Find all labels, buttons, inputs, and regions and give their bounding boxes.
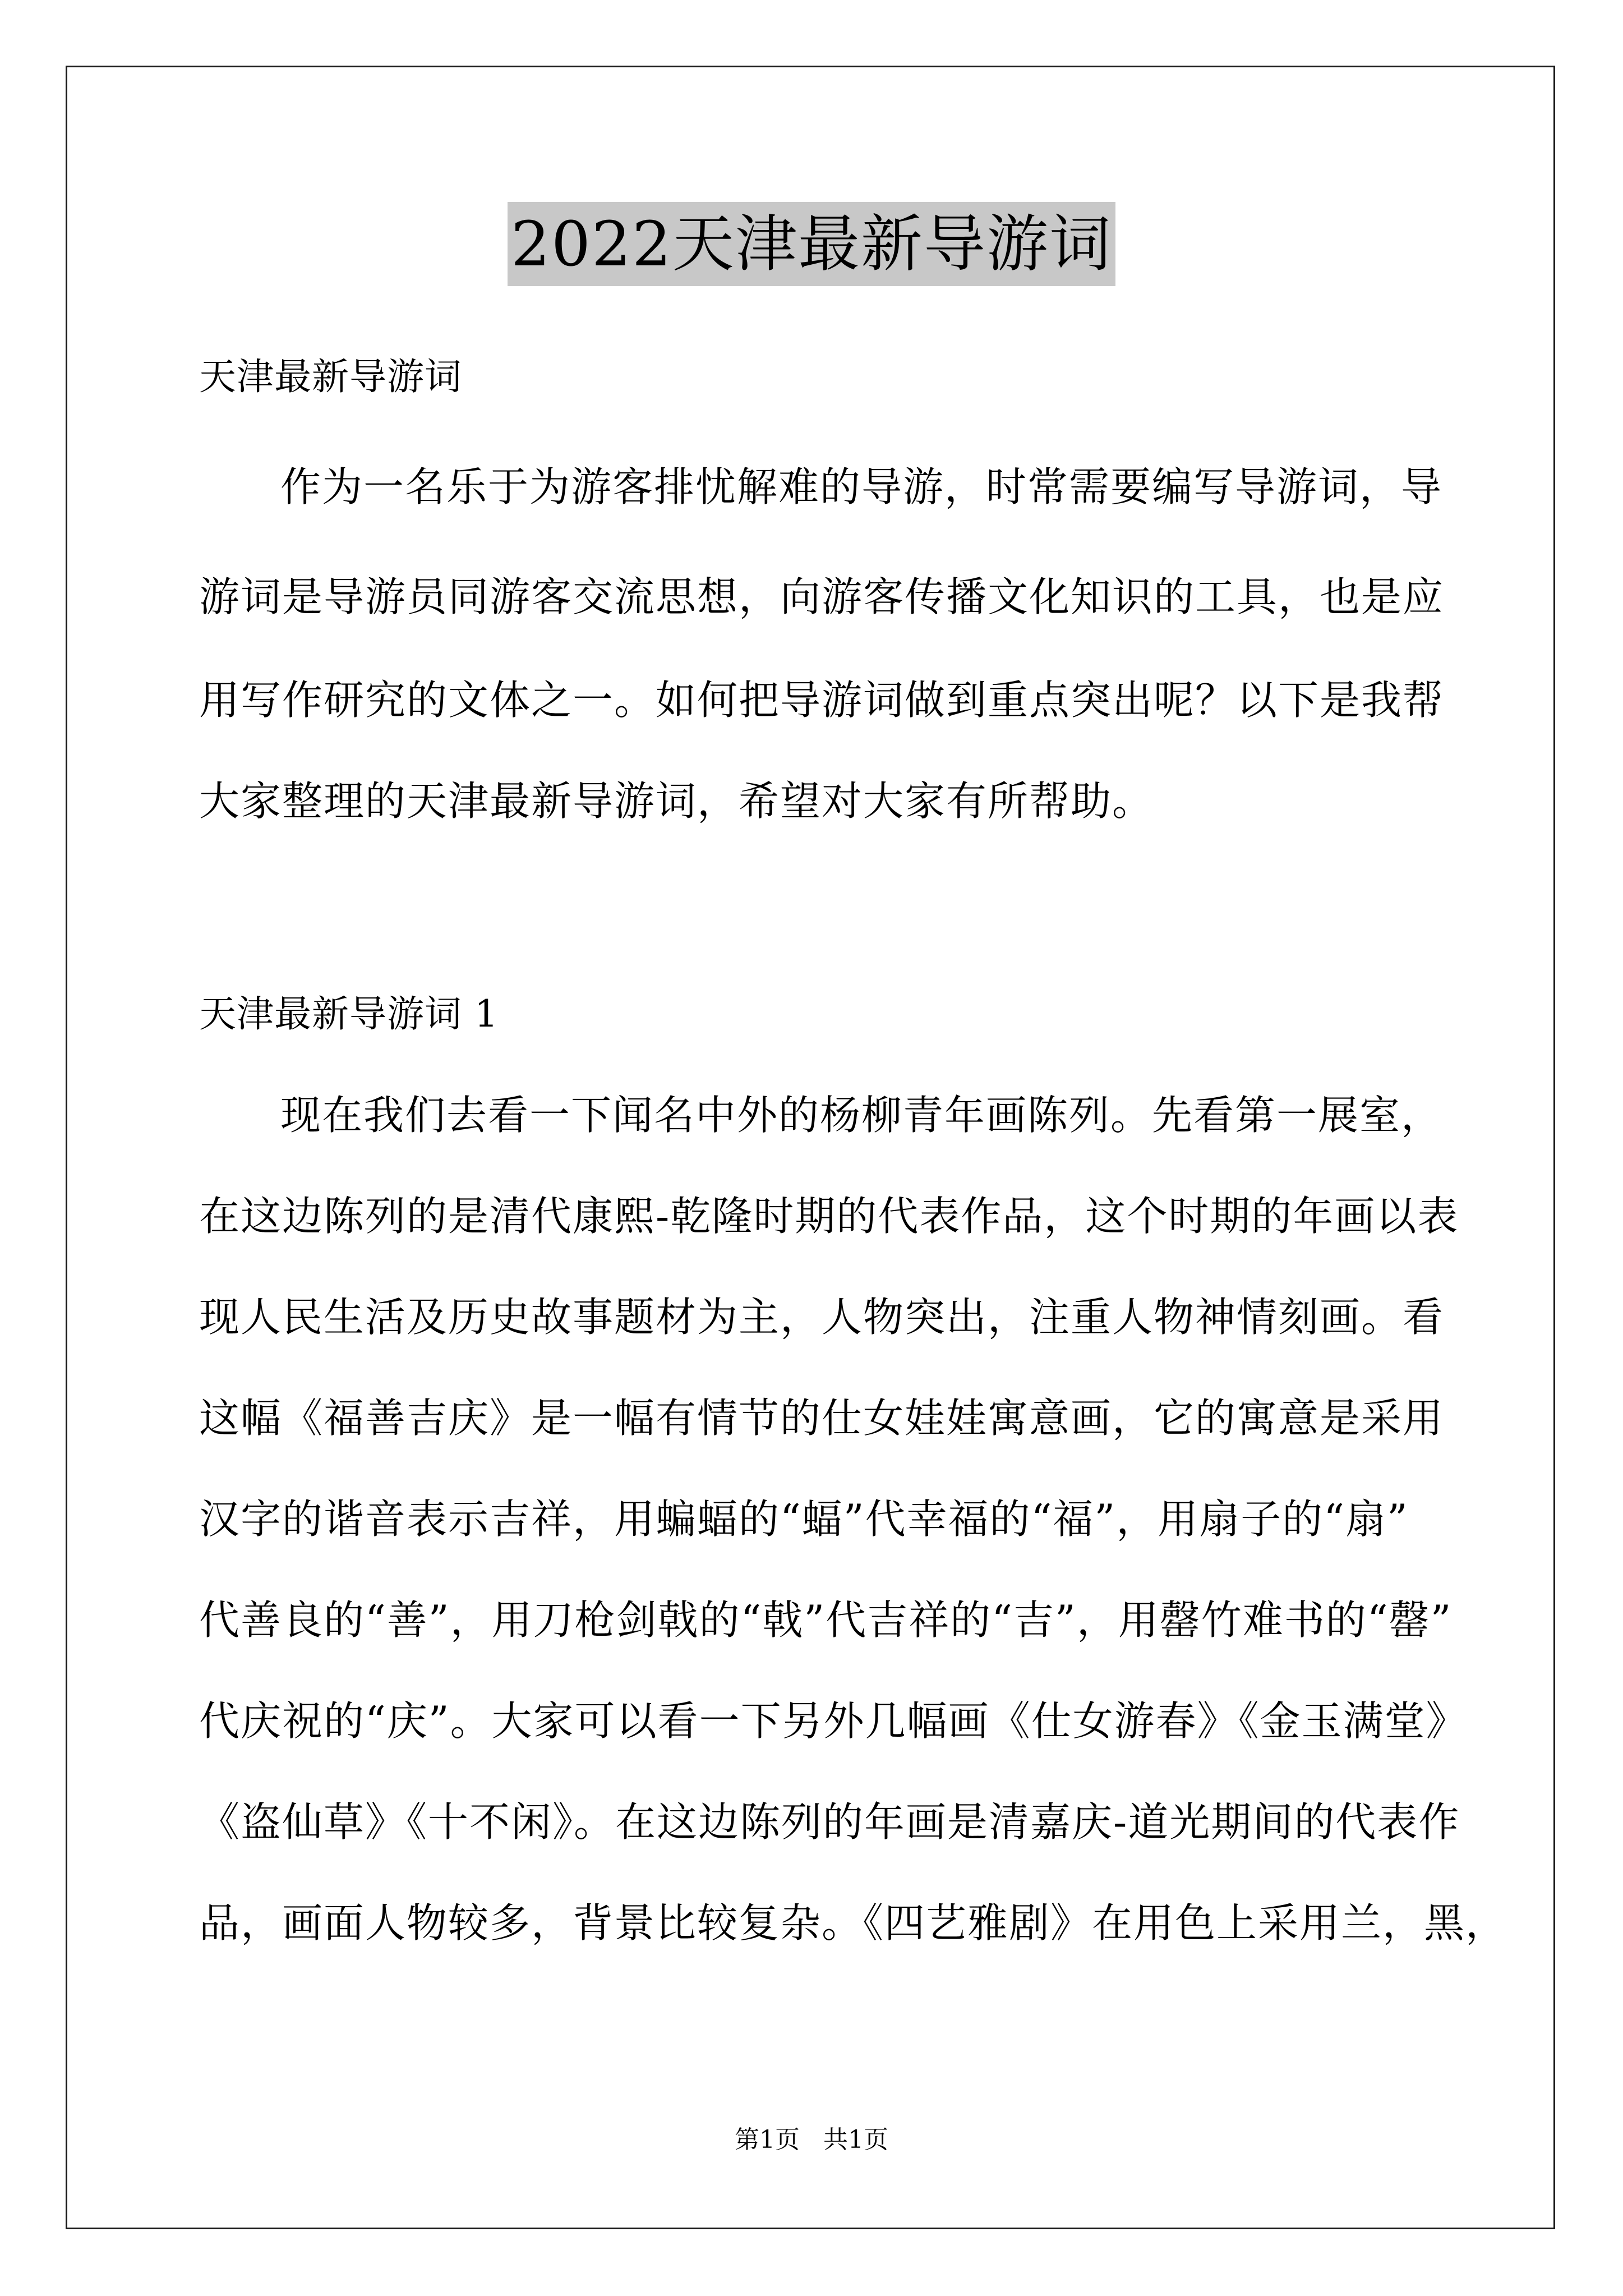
page-footer: 第1页 共1页	[735, 2125, 888, 2154]
section-heading: 天津最新导游词 1	[199, 992, 499, 1036]
intro-paragraph-line-1: 作为一名乐于为游客排忧解难的导游，时常需要编写导游词，导	[280, 463, 1443, 510]
intro-paragraph-line-2: 游词是导游员同游客交流思想，向游客传播文化知识的工具，也是应	[199, 573, 1445, 620]
section-paragraph-line-2: 在这边陈列的是清代康熙-乾隆时期的代表作品，这个时期的年画以表	[199, 1193, 1459, 1240]
intro-paragraph-line-3: 用写作研究的文体之一。如何把导游词做到重点突出呢？以下是我帮	[199, 677, 1445, 724]
intro-paragraph-line-4: 大家整理的天津最新导游词，希望对大家有所帮助。	[199, 777, 1154, 825]
section-paragraph-line-3: 现人民生活及历史故事题材为主，人物突出，注重人物神情刻画。看	[199, 1294, 1445, 1341]
intro-heading: 天津最新导游词	[199, 355, 462, 398]
section-paragraph-line-7: 代庆祝的“庆”。大家可以看一下另外几幅画《仕女游春》《金玉满堂》	[199, 1697, 1468, 1745]
document-title: 2022天津最新导游词	[508, 202, 1115, 286]
section-paragraph-line-9: 品，画面人物较多，背景比较复杂。《四艺雅剧》在用色上采用兰，黑，	[199, 1899, 1507, 1947]
section-paragraph-line-4: 这幅《福善吉庆》是一幅有情节的仕女娃娃寓意画，它的寓意是采用	[199, 1395, 1445, 1442]
section-paragraph-line-5: 汉字的谐音表示吉祥，用蝙蝠的“蝠”代幸福的“福”，用扇子的“扇”	[199, 1496, 1409, 1543]
section-paragraph-line-8: 《盗仙草》《十不闲》。在这边陈列的年画是清嘉庆-道光期间的代表作	[199, 1798, 1460, 1846]
title-container	[0, 202, 1623, 286]
section-paragraph-line-6: 代善良的“善”，用刀枪剑戟的“戟”代吉祥的“吉”，用罄竹难书的“罄”	[199, 1596, 1453, 1644]
section-paragraph-line-1: 现在我们去看一下闻名中外的杨柳青年画陈列。先看第一展室，	[280, 1092, 1443, 1139]
